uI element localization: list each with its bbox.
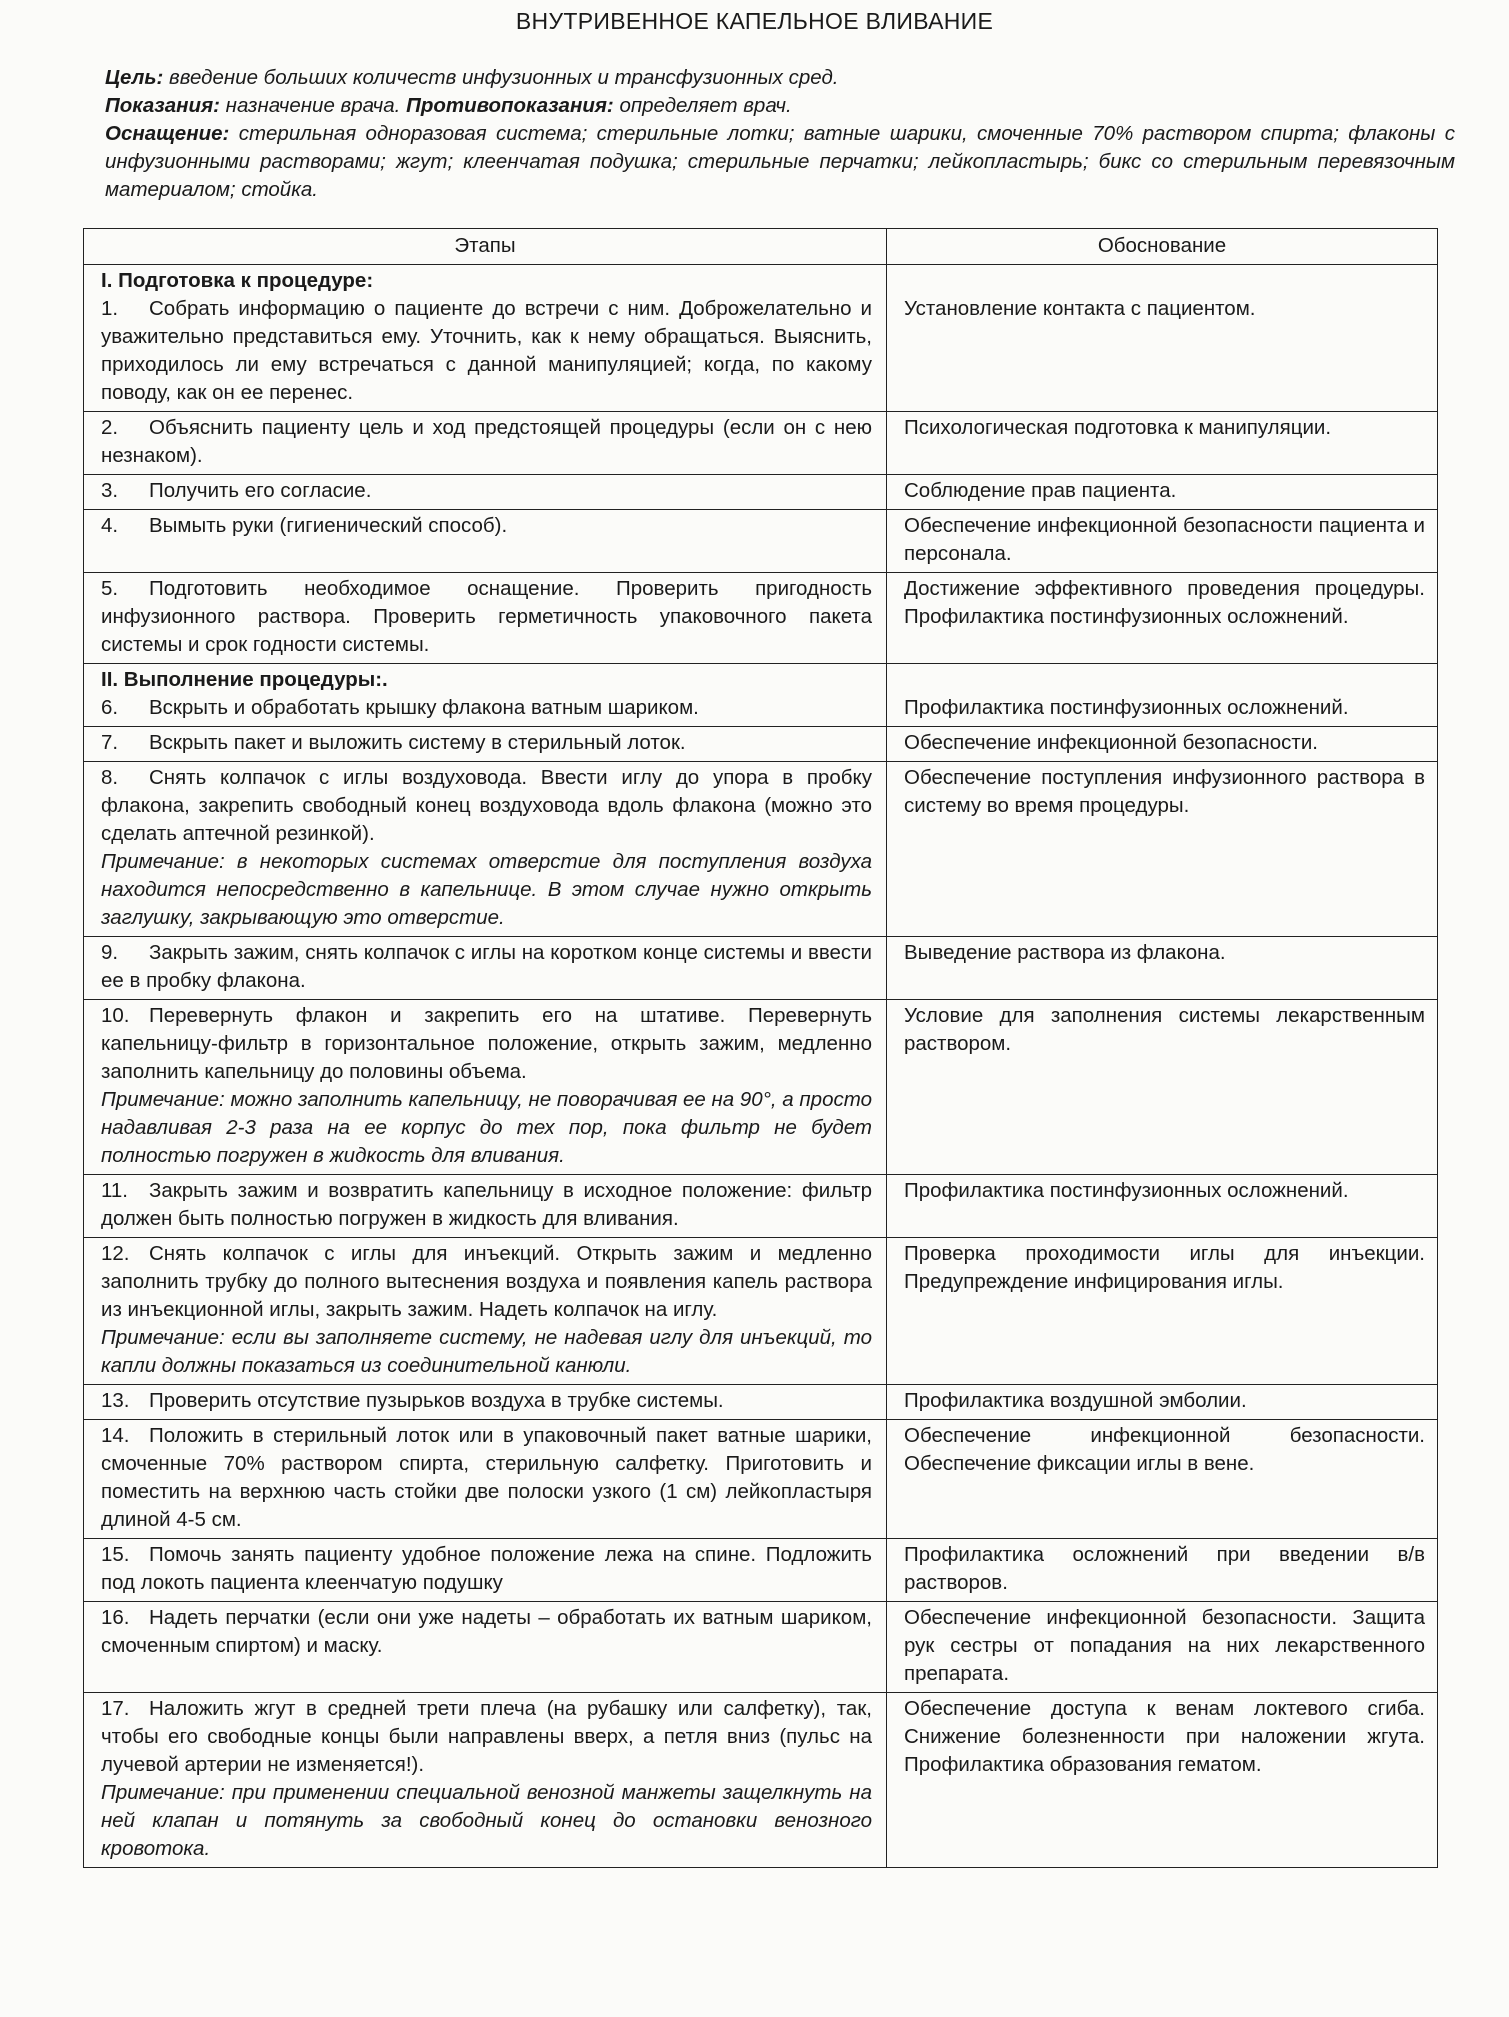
rationale-text: Профилактика постинфузионных осложнений. <box>904 696 1349 719</box>
table-row <box>84 265 1438 412</box>
step-number: 10. <box>101 1004 130 1027</box>
table-body <box>84 265 1438 1868</box>
step-number: 8. <box>101 766 119 789</box>
rationale-text: Обеспечение инфекционной безопасности. Обеспечение фиксации иглы в вене. <box>904 1424 1425 1475</box>
step-cell <box>84 1420 887 1539</box>
indications-label: Показания: <box>105 94 220 117</box>
rationale-text: Установление контакта с пациентом. <box>904 297 1256 320</box>
rationale-cell <box>887 1602 1438 1693</box>
step-cell <box>84 573 887 664</box>
table-row <box>84 1238 1438 1385</box>
step-text: Снять колпачок с иглы для инъекций. Открыть зажим и медленно заполнить трубку до полного вытеснения воздуха и появления капель раствора из инъекционной иглы, закрыть зажим. Надеть колпачок на иглу. <box>101 1242 872 1321</box>
step-text-wrap <box>101 766 872 845</box>
step-text-wrap <box>101 479 371 502</box>
table-row <box>84 1420 1438 1539</box>
step-text: Объяснить пациенту цель и ход предстоящей процедуры (если он с нею незнаком). <box>101 416 872 467</box>
step-text: Собрать информацию о пациенте до встречи с ним. Доброжелательно и уважительно представиться ему. Уточнить, как к нему обращаться. Выяснить, приходилось ли ему встречаться с данной манипуляцией; когда, по какому поводу, как он ее перенес. <box>101 297 872 404</box>
step-number: 9. <box>101 941 119 964</box>
step-text-wrap <box>101 297 872 404</box>
step-note: Примечание: можно заполнить капельницу, не поворачивая ее на 90°, а просто надавливая 2-3 раза на ее корпус до тех пор, пока фильтр не будет полностью погружен в жидкость для вливания. <box>101 1088 872 1167</box>
rationale-cell <box>887 265 1438 412</box>
step-number: 1. <box>101 297 119 320</box>
step-number: 13. <box>101 1389 130 1412</box>
step-number: 14. <box>101 1424 130 1447</box>
step-text-wrap <box>101 1424 872 1531</box>
step-cell <box>84 1539 887 1602</box>
step-note: Примечание: в некоторых системах отверстие для поступления воздуха находится непосредственно в капельнице. В этом случае нужно открыть заглушку, закрывающую это отверстие. <box>101 850 872 929</box>
table-row <box>84 1602 1438 1693</box>
rationale-cell <box>887 762 1438 937</box>
step-text: Вскрыть и обработать крышку флакона ватным шариком. <box>149 696 699 719</box>
rationale-cell <box>887 1420 1438 1539</box>
step-cell <box>84 727 887 762</box>
contraindications-text: определяет врач. <box>613 94 792 117</box>
step-text-wrap <box>101 1389 724 1412</box>
table-row <box>84 727 1438 762</box>
header-rationale: Обоснование <box>887 229 1438 265</box>
step-number: 4. <box>101 514 119 537</box>
step-cell <box>84 762 887 937</box>
step-text: Наложить жгут в средней трети плеча (на рубашку или салфетку), так, чтобы его свободные концы были направлены вверх, а петля вниз (пульс на лучевой артерии не изменяется!). <box>101 1697 872 1776</box>
rationale-text: Обеспечение инфекционной безопасности. <box>904 731 1318 754</box>
step-cell <box>84 1385 887 1420</box>
table-header-row <box>84 229 1438 265</box>
rationale-cell <box>887 727 1438 762</box>
step-text: Вымыть руки (гигиенический способ). <box>149 514 508 537</box>
rationale-text: Обеспечение инфекционной безопасности пациента и персонала. <box>904 514 1425 565</box>
step-text-wrap <box>101 696 699 719</box>
step-number: 5. <box>101 577 119 600</box>
step-number: 12. <box>101 1242 130 1265</box>
table-row <box>84 475 1438 510</box>
step-number: 16. <box>101 1606 130 1629</box>
goal-text: введение больших количеств инфузионных и трансфузионных сред. <box>163 66 839 89</box>
contraindications-label: Противопоказания: <box>406 94 614 117</box>
step-number: 2. <box>101 416 119 439</box>
rationale-cell <box>887 1000 1438 1175</box>
step-text: Перевернуть флакон и закрепить его на штативе. Перевернуть капельницу-фильтр в горизонтальное положение, открыть зажим, медленно заполнить капельницу до половины объема. <box>101 1004 872 1083</box>
step-text: Закрыть зажим, снять колпачок с иглы на коротком конце системы и ввести ее в пробку флакона. <box>101 941 872 992</box>
rationale-text: Профилактика постинфузионных осложнений. <box>904 1179 1349 1202</box>
rationale-cell <box>887 510 1438 573</box>
intro-block <box>105 64 1455 204</box>
step-cell <box>84 1000 887 1175</box>
rationale-cell <box>887 1539 1438 1602</box>
step-note: Примечание: при применении специальной венозной манжеты защелкнуть на ней клапан и потянуть за свободный конец до остановки венозного кровотока. <box>101 1781 872 1860</box>
step-text: Положить в стерильный лоток или в упаковочный пакет ватные шарики, смоченные 70% раствором спирта, стерильную салфетку. Приготовить и поместить на верхнюю часть стойки две полоски узкого (1 см) лейкопластыря длиной 4-5 см. <box>101 1424 872 1531</box>
step-cell <box>84 475 887 510</box>
section-heading: I. Подготовка к процедуре: <box>101 269 374 292</box>
rationale-text: Соблюдение прав пациента. <box>904 479 1177 502</box>
step-text: Проверить отсутствие пузырьков воздуха в трубке системы. <box>149 1389 724 1412</box>
step-cell <box>84 265 887 412</box>
step-number: 3. <box>101 479 119 502</box>
table-row <box>84 664 1438 727</box>
table-row <box>84 1693 1438 1868</box>
step-text-wrap <box>101 1606 872 1657</box>
equipment-line <box>105 120 1455 204</box>
step-text: Вскрыть пакет и выложить систему в стерильный лоток. <box>149 731 686 754</box>
equipment-label: Оснащение: <box>105 122 230 145</box>
step-cell <box>84 1238 887 1385</box>
table-row <box>84 1385 1438 1420</box>
rationale-text: Профилактика осложнений при введении в/в растворов. <box>904 1543 1425 1594</box>
rationale-cell <box>887 412 1438 475</box>
section-heading: II. Выполнение процедуры:. <box>101 668 388 691</box>
equipment-text: стерильная одноразовая система; стерильные лотки; ватные шарики, смоченные 70% раствором спирта; флаконы с инфузионными растворами; жгут; клеенчатая подушка; стерильные перчатки; лейкопластырь; бикс со стерильным перевязочным материалом; стойка. <box>105 122 1455 201</box>
procedure-table <box>83 228 1438 1868</box>
rationale-text: Обеспечение инфекционной безопасности. Защита рук сестры от попадания на них лекарственного препарата. <box>904 1606 1425 1685</box>
page-title: ВНУТРИВЕННОЕ КАПЕЛЬНОЕ ВЛИВАНИЕ <box>515 8 994 34</box>
step-text-wrap <box>101 1543 872 1594</box>
rationale-cell <box>887 937 1438 1000</box>
table-row <box>84 1000 1438 1175</box>
rationale-text: Достижение эффективного проведения процедуры. Профилактика постинфузионных осложнений. <box>904 577 1425 628</box>
rationale-text: Обеспечение поступления инфузионного раствора в систему во время процедуры. <box>904 766 1425 817</box>
step-number: 11. <box>101 1179 128 1202</box>
table-row <box>84 762 1438 937</box>
rationale-text: Психологическая подготовка к манипуляции. <box>904 416 1332 439</box>
step-text-wrap <box>101 1242 872 1321</box>
rationale-cell <box>887 475 1438 510</box>
step-text-wrap <box>101 514 507 537</box>
rationale-cell <box>887 1175 1438 1238</box>
step-text-wrap <box>101 1697 872 1776</box>
step-cell <box>84 937 887 1000</box>
step-text-wrap <box>101 416 872 467</box>
step-cell <box>84 510 887 573</box>
table-row <box>84 573 1438 664</box>
step-text-wrap <box>101 941 872 992</box>
step-number: 7. <box>101 731 119 754</box>
rationale-text: Профилактика воздушной эмболии. <box>904 1389 1247 1412</box>
step-text: Получить его согласие. <box>149 479 372 502</box>
step-cell <box>84 1175 887 1238</box>
step-text-wrap <box>101 1004 872 1083</box>
table-row <box>84 1539 1438 1602</box>
goal-line <box>105 64 1455 92</box>
goal-label: Цель: <box>105 66 164 89</box>
rationale-cell <box>887 1693 1438 1868</box>
rationale-cell <box>887 573 1438 664</box>
step-cell <box>84 1602 887 1693</box>
rationale-cell <box>887 664 1438 727</box>
step-text: Подготовить необходимое оснащение. Проверить пригодность инфузионного раствора. Проверить герметичность упаковочного пакета системы и срок годности системы. <box>101 577 872 656</box>
step-text: Снять колпачок с иглы воздуховода. Ввести иглу до упора в пробку флакона, закрепить свободный конец воздуховода вдоль флакона (можно это сделать аптечной резинкой). <box>101 766 872 845</box>
step-note: Примечание: если вы заполняете систему, не надевая иглу для инъекций, то капли должны показаться из соединительной канюли. <box>101 1326 872 1377</box>
table-row <box>84 510 1438 573</box>
table-row <box>84 937 1438 1000</box>
rationale-cell <box>887 1238 1438 1385</box>
rationale-cell <box>887 1385 1438 1420</box>
step-cell <box>84 1693 887 1868</box>
step-cell <box>84 412 887 475</box>
step-text-wrap <box>101 577 872 656</box>
step-text: Помочь занять пациенту удобное положение лежа на спине. Подложить под локоть пациента клеенчатую подушку <box>101 1543 872 1594</box>
table-row <box>84 412 1438 475</box>
step-text-wrap <box>101 1179 872 1230</box>
step-text: Закрыть зажим и возвратить капельницу в исходное положение: фильтр должен быть полностью погружен в жидкость для вливания. <box>101 1179 872 1230</box>
step-cell <box>84 664 887 727</box>
rationale-text: Проверка проходимости иглы для инъекции. Предупреждение инфицирования иглы. <box>904 1242 1425 1293</box>
step-text-wrap <box>101 731 686 754</box>
step-number: 15. <box>101 1543 130 1566</box>
rationale-text: Выведение раствора из флакона. <box>904 941 1226 964</box>
step-text: Надеть перчатки (если они уже надеты – обработать их ватным шариком, смоченным спиртом) и маску. <box>101 1606 872 1657</box>
indications-text: назначение врача. <box>219 94 407 117</box>
rationale-text: Обеспечение доступа к венам локтевого сгиба. Снижение болезненности при наложении жгута. Профилактика образования гематом. <box>904 1697 1425 1776</box>
indications-line <box>105 92 1455 120</box>
table-row <box>84 1175 1438 1238</box>
step-number: 6. <box>101 696 119 719</box>
step-number: 17. <box>101 1697 130 1720</box>
header-steps: Этапы <box>84 229 887 265</box>
rationale-text: Условие для заполнения системы лекарственным раствором. <box>904 1004 1425 1055</box>
